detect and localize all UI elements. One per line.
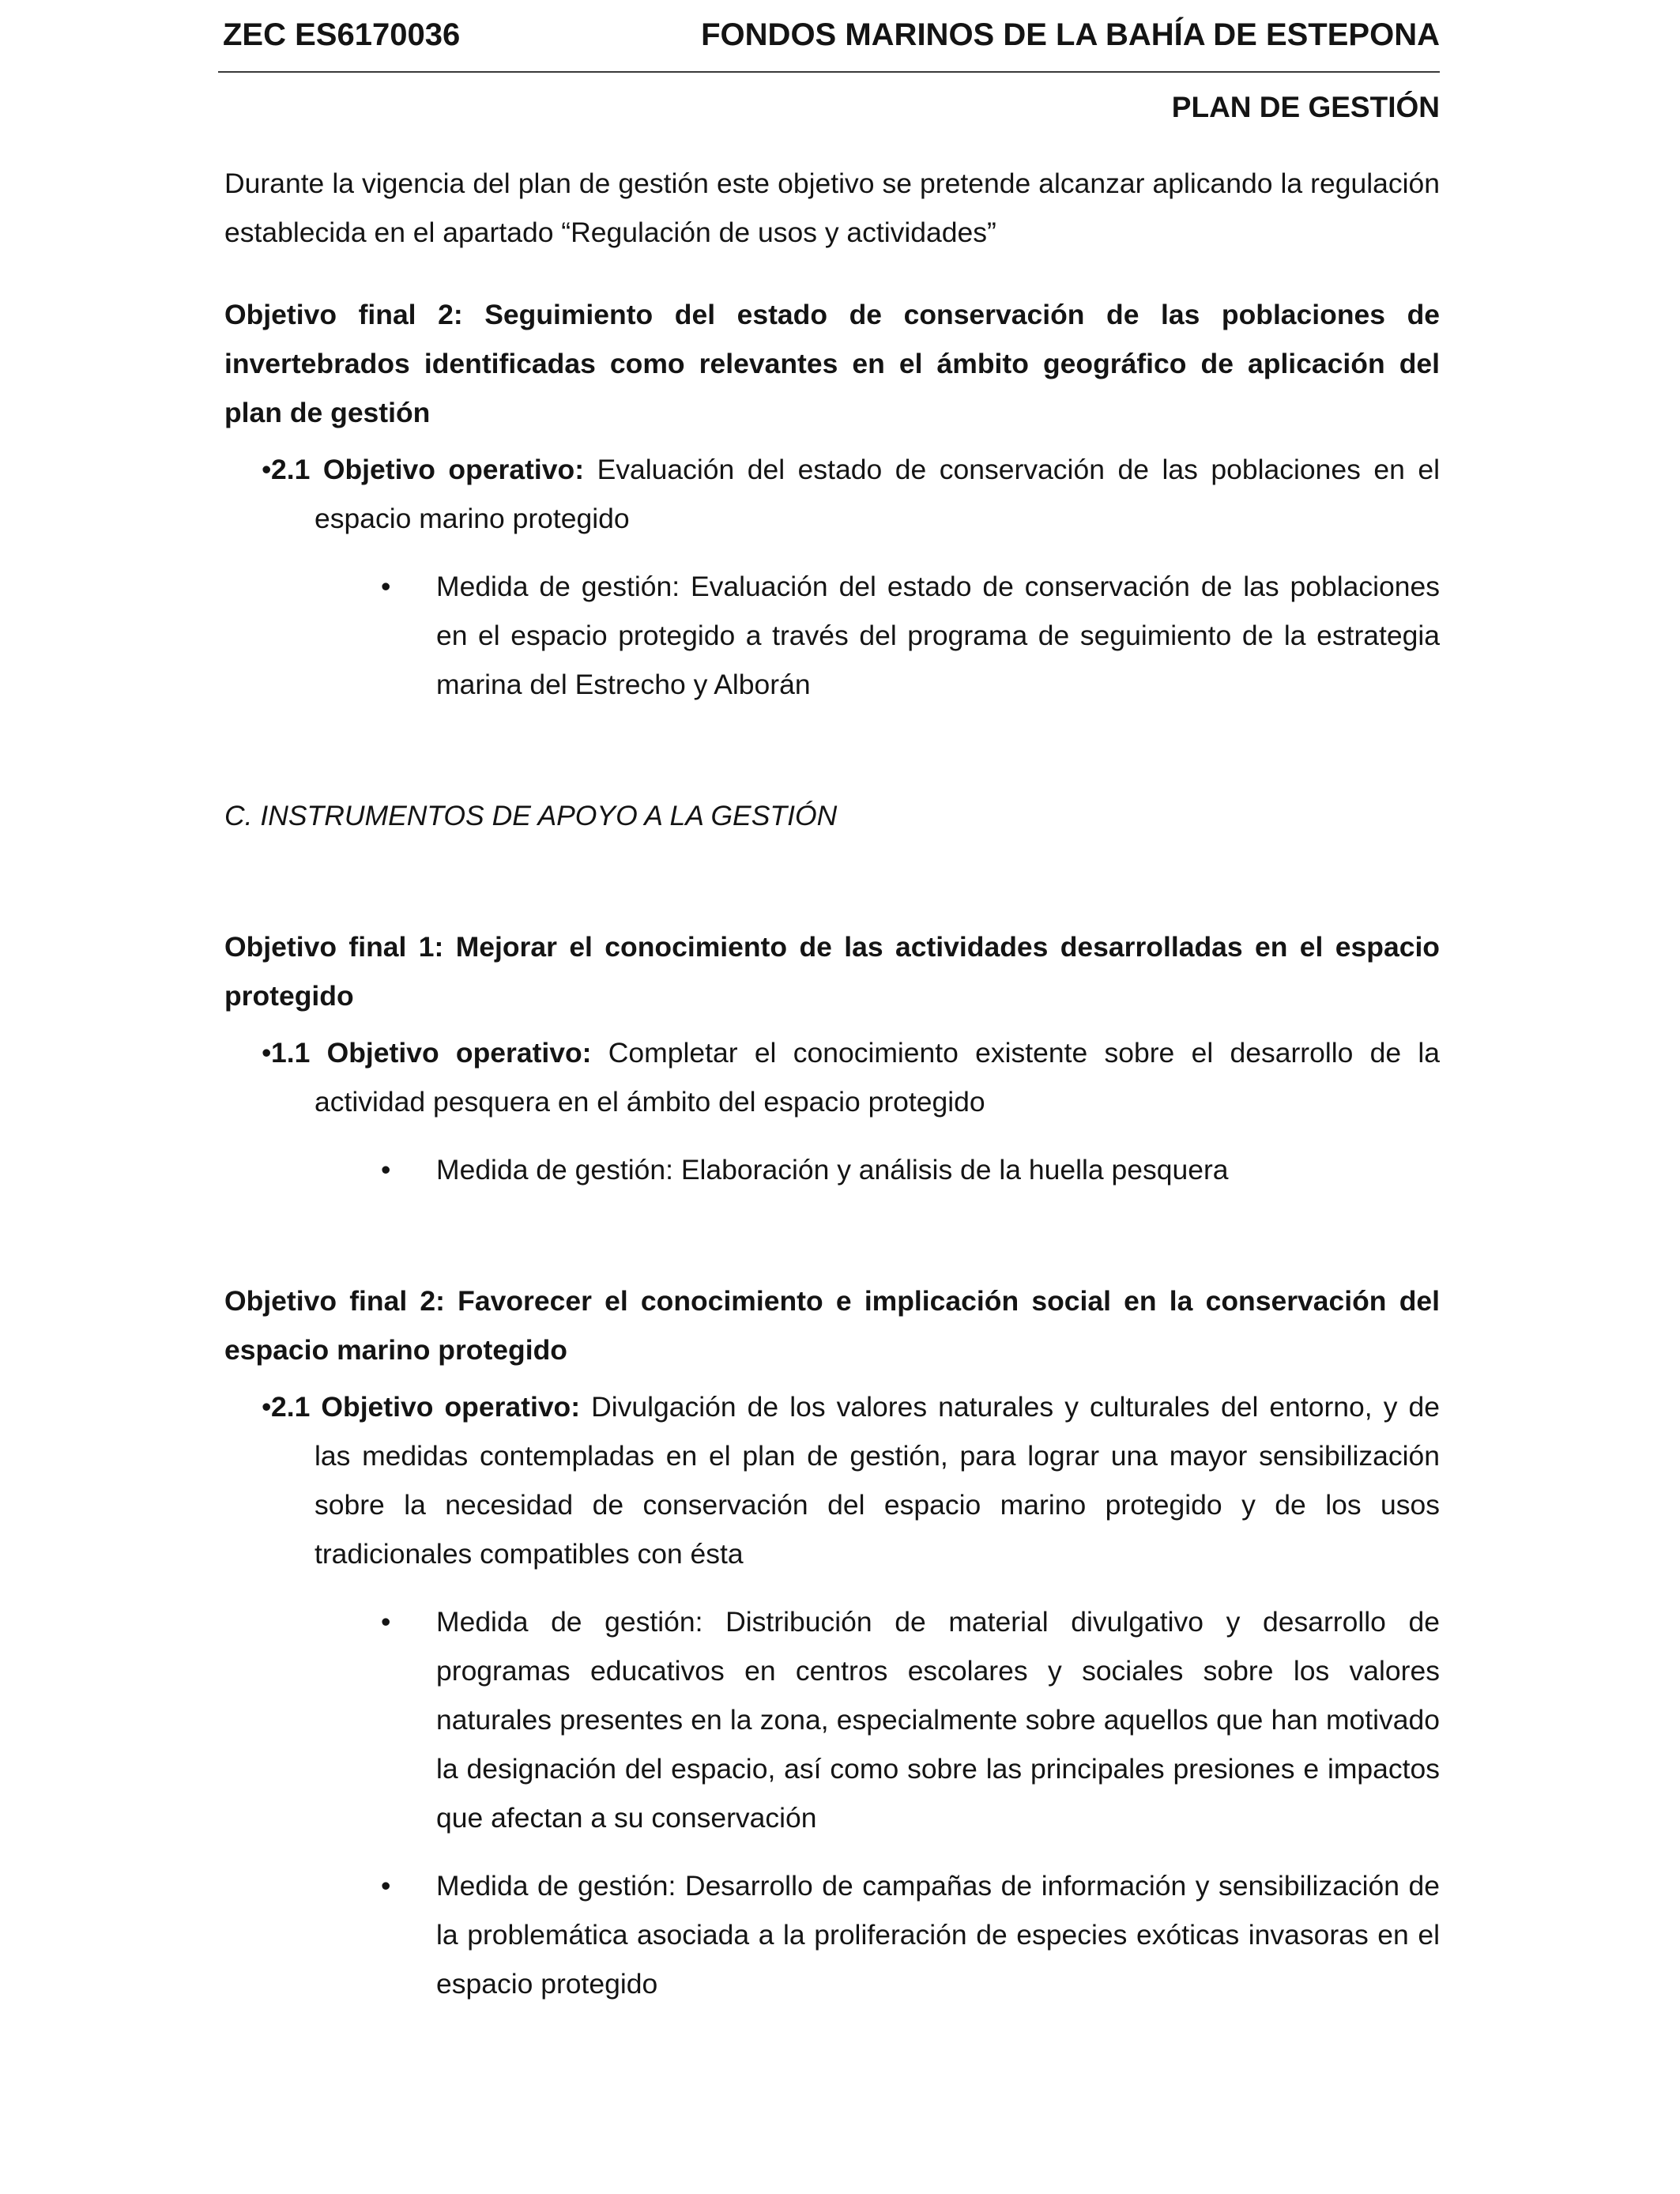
site-code: ZEC ES6170036 [223,17,461,52]
measure-text: Medida de gestión: Evaluación del estado de conservación de las poblaciones en el espacio protegido a través del programa de seguimiento de la estrategia marina del Estrecho y Alborán [436,571,1440,700]
measure-text: Medida de gestión: Distribución de material divulgativo y desarrollo de programas educativos en centros escolares y sociales sobre los valores naturales presentes en la zona, especialmente sobre aquellos que han motivado la designación del espacio, así como sobre las principales presiones e impactos que afectan a su conservación [436,1606,1440,1834]
operative-text: Completar el conocimiento existente sobre el desarrollo de la actividad pesquera en el ámbito del espacio protegido [315,1037,1441,1118]
objective-2-1-item [224,445,1440,543]
page-header [223,6,1440,62]
operative-text: Evaluación del estado de conservación de las poblaciones en el espacio marino protegido [315,454,1441,534]
document-title: FONDOS MARINOS DE LA BAHÍA DE ESTEPONA [701,17,1440,52]
bullet-marker: • [381,1606,391,1638]
document-body [224,159,1440,2008]
intro-paragraph: Durante la vigencia del plan de gestión este objetivo se pretende alcanzar aplicando la regulación establecida en el apartado “Regulación de usos y actividades” [224,168,1440,248]
measure-item [224,1597,1440,1842]
c-objective-1-1-item [224,1028,1440,1126]
bullet-marker: • [381,571,391,602]
c-objective-1-heading: Objetivo final 1: Mejorar el conocimiento de las actividades desarrolladas en el espacio protegido [224,931,1440,1012]
c-objective-2-1-item [224,1382,1440,1578]
document-subtitle: PLAN DE GESTIÓN [1171,91,1440,123]
operative-label: 2.1 Objetivo operativo: [271,1391,581,1423]
operative-label: 1.1 Objetivo operativo: [271,1037,592,1069]
measure-text: Medida de gestión: Elaboración y análisis de la huella pesquera [436,1154,1229,1186]
measure-item [224,1145,1440,1194]
bullet-marker: • [262,454,272,485]
bullet-marker: • [381,1154,391,1186]
bullet-marker: • [381,1870,391,1902]
objective-2-heading: Objetivo final 2: Seguimiento del estado de conservación de las poblaciones de invertebrados identificadas como relevantes en el ámbito geográfico de aplicación del plan de gestión [224,299,1440,428]
measure-text: Medida de gestión: Desarrollo de campañas de información y sensibilización de la problemática asociada a la proliferación de especies exóticas invasoras en el espacio protegido [436,1870,1440,2000]
bullet-marker: • [262,1391,272,1423]
measure-item [224,1861,1440,2008]
c-objective-2-heading: Objetivo final 2: Favorecer el conocimiento e implicación social en la conservación del espacio marino protegido [224,1285,1440,1366]
header-divider [218,71,1440,73]
bullet-marker: • [262,1037,272,1069]
measure-item [224,562,1440,709]
operative-text: Divulgación de los valores naturales y culturales del entorno, y de las medidas contempladas en el plan de gestión, para lograr una mayor sensibilización sobre la necesidad de conservación del espacio marino protegido y de los usos tradicionales compatibles con ésta [315,1391,1440,1570]
section-c-heading: C. INSTRUMENTOS DE APOYO A LA GESTIÓN [224,800,838,831]
operative-label: 2.1 Objetivo operativo: [271,454,585,485]
